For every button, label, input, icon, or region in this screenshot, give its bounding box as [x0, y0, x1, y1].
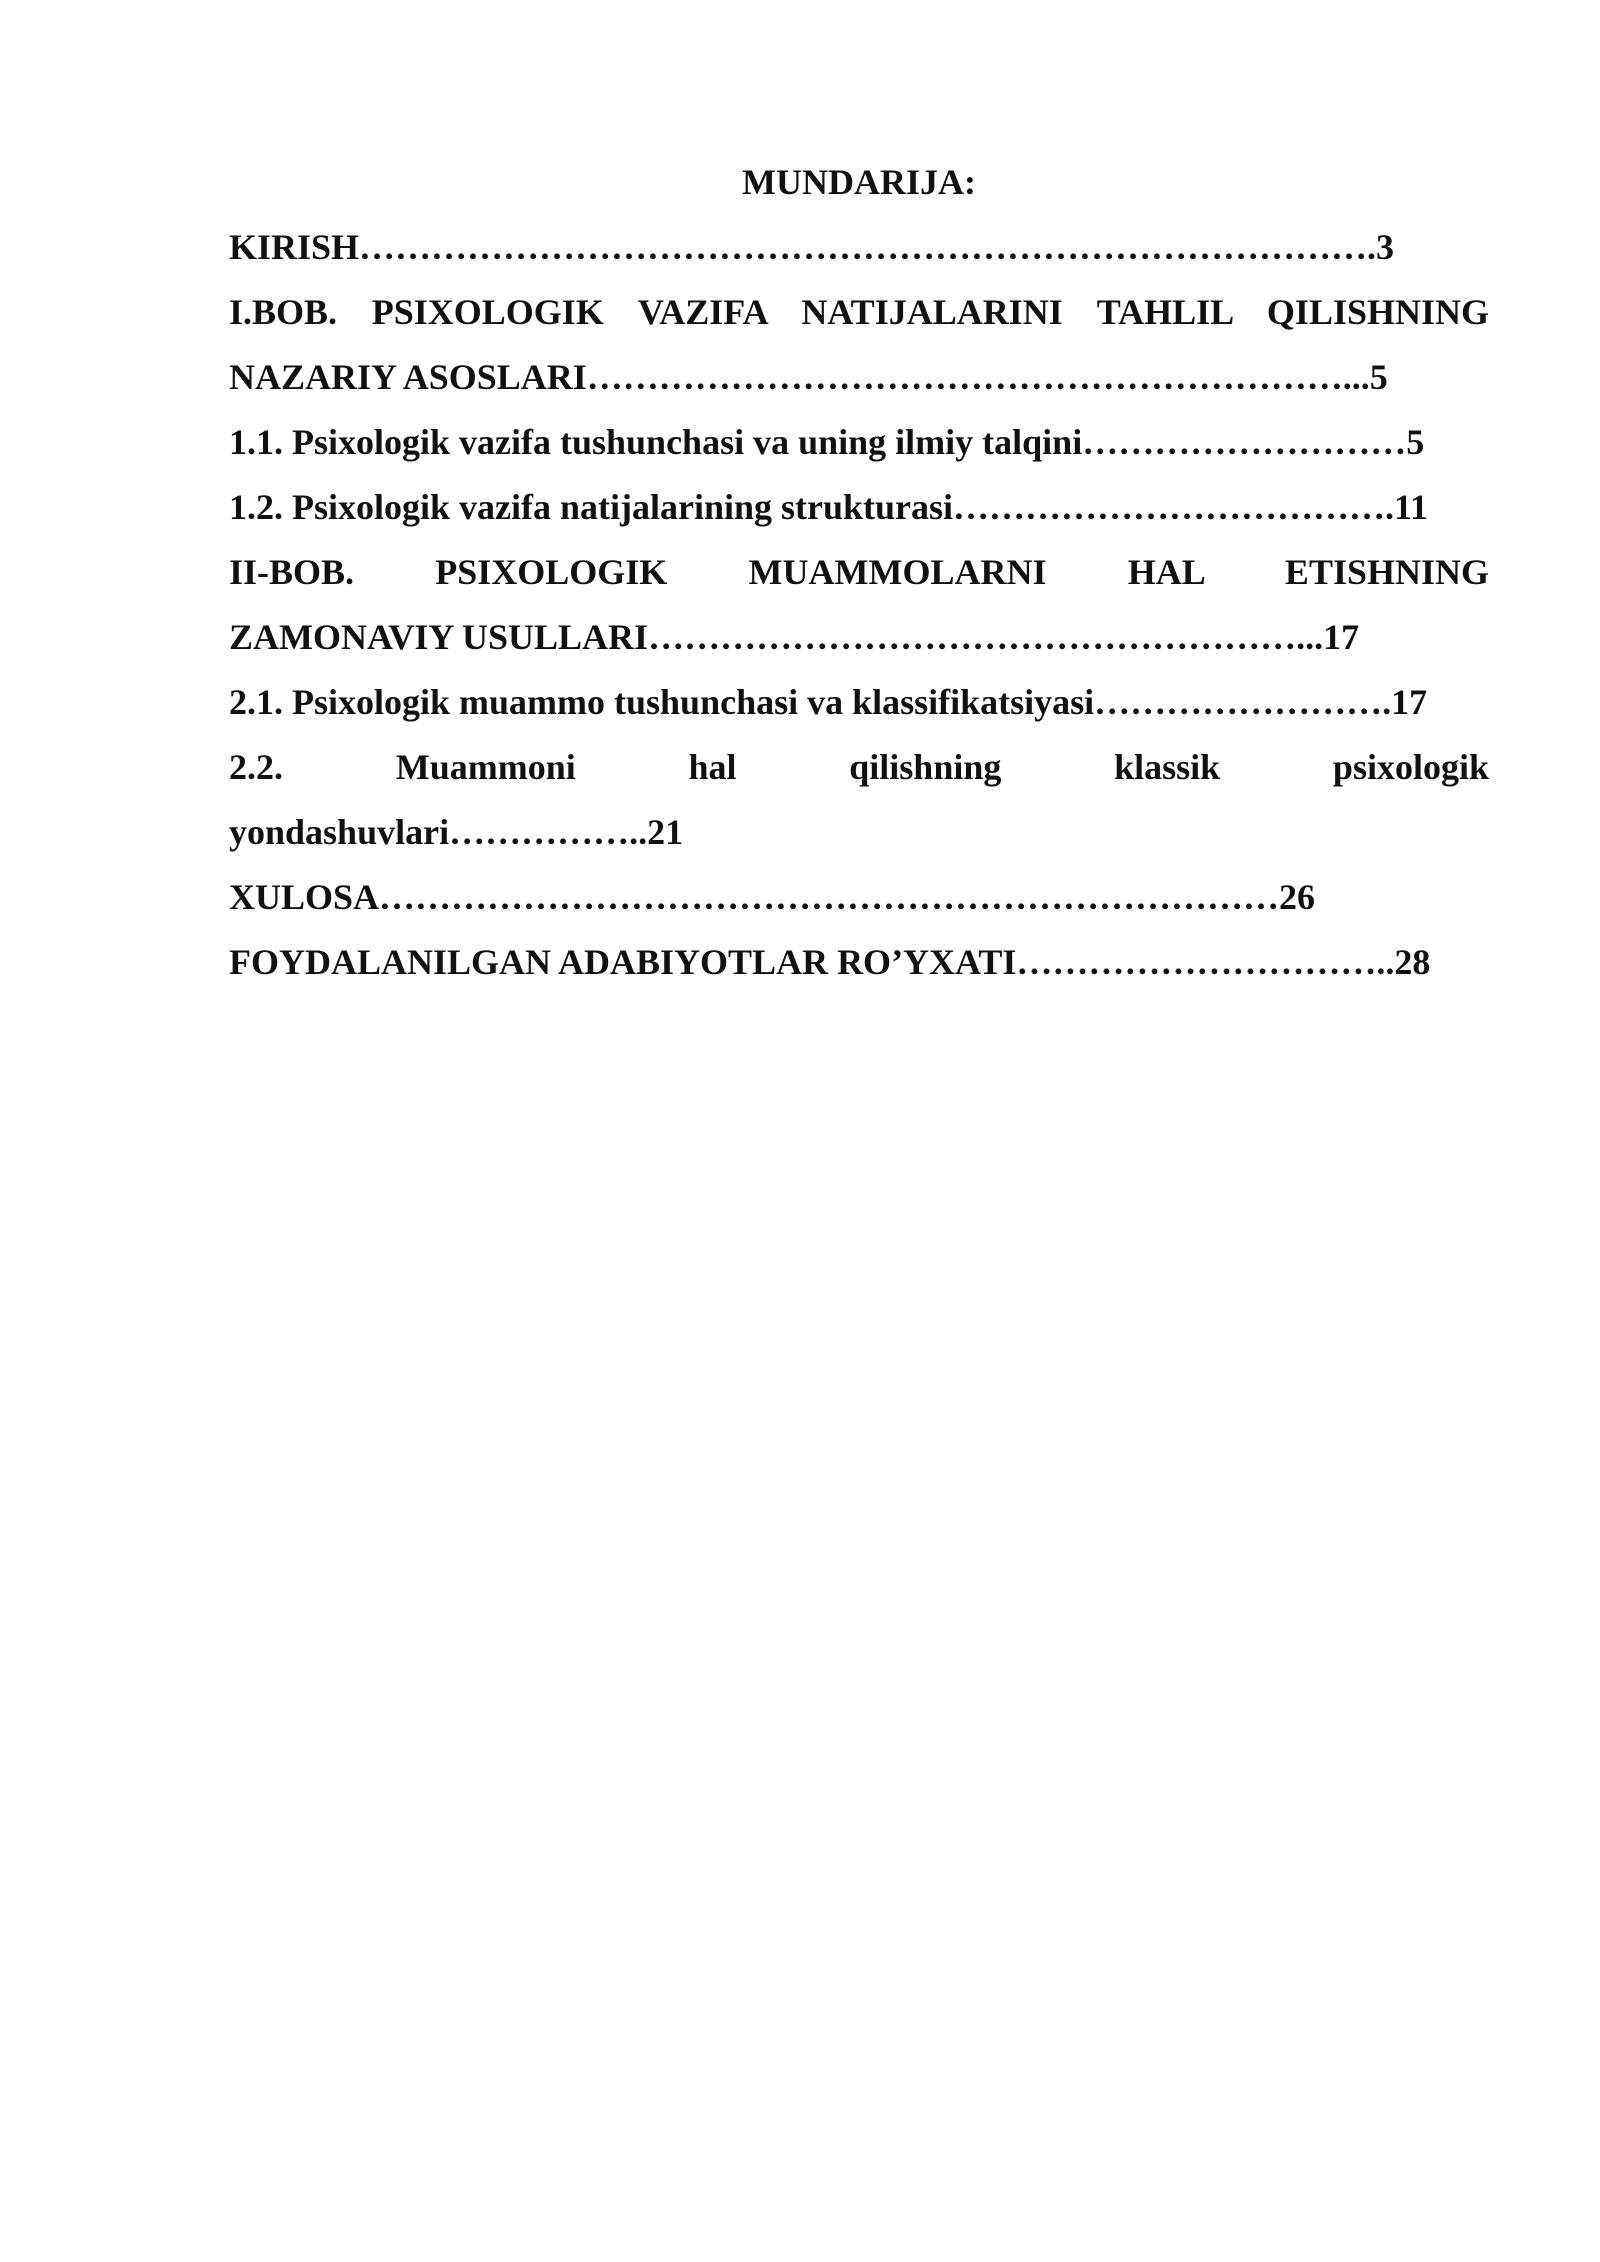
toc-entry-section-2-2-continued: yondashuvlari……………..21 [229, 812, 684, 852]
toc-entry-section-1-2: 1.2. Psixologik vazifa natijalarining strukturasi……………………………….11 [229, 487, 1429, 527]
toc-entry-introduction: KIRISH………………………………………………………………………….3 [229, 227, 1395, 267]
toc-entry-chapter-1-title: I.BOB. PSIXOLOGIK VAZIFA NATIJALARINI TAHLIL QILISHNING [229, 292, 1489, 332]
toc-entry-section-1-1: 1.1. Psixologik vazifa tushunchasi va uning ilmiy talqini………………………5 [229, 422, 1425, 462]
toc-entry-section-2-2: 2.2. Muammoni hal qilishning klassik psixologik [229, 747, 1489, 787]
toc-title: MUNDARIJA: [742, 162, 976, 202]
toc-entry-references: FOYDALANILGAN ADABIYOTLAR RO’YXATI…………………………..28 [229, 942, 1431, 982]
table-of-contents [229, 150, 1489, 995]
toc-entry-chapter-2-title: II-BOB. PSIXOLOGIK MUAMMOLARNI HAL ETISHNING [229, 552, 1489, 592]
toc-entry-conclusion: XULOSA…………………………………………………………………26 [229, 877, 1316, 917]
toc-entry-chapter-1-title-continued: NAZARIY ASOSLARI………………………………………………………...5 [229, 357, 1388, 397]
toc-entry-section-2-1: 2.1. Psixologik muammo tushunchasi va klassifikatsiyasi…………………….17 [229, 682, 1428, 722]
toc-entry-chapter-2-title-continued: ZAMONAVIY USULLARI………………………………………………...17 [229, 617, 1360, 657]
